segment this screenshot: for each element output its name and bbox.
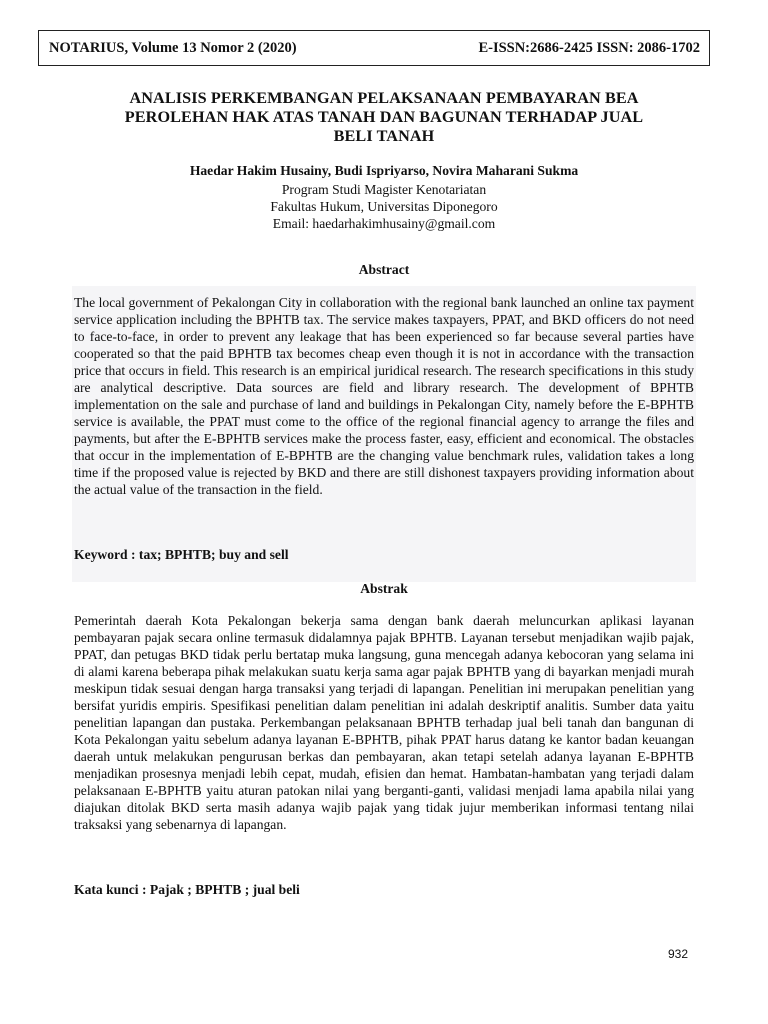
affiliation-faculty: Fakultas Hukum, Universitas Diponegoro (270, 199, 498, 214)
journal-title: NOTARIUS, Volume 13 Nomor 2 (2020) (49, 39, 297, 56)
author-email: Email: haedarhakimhusainy@gmail.com (272, 216, 496, 231)
abstract-text: The local government of Pekalongan City in collaboration with the regional bank launched an online tax payment service application including the BPHTB tax. The service makes taxpayers, PPAT, and BKD officers do not need to face-to-face, in order to prevent any leakage that has been experienced so far because several parties have cooperated so that the paid BPHTB tax becomes cheap even though it is not in accordance with the transaction price that occurs in field. This research is an empirical juridical research. The research specifications in this study are analytical descriptive. Data sources are field and library research. The development of BPHTB implementation on the sale and purchase of land and buildings in Pekalongan City, namely before the E-BPHTB service is available, the PPAT must come to the office of the regional financial agency to arrange the files and payments, but after the E-BPHTB services make the process faster, easy, efficient and economical. The obstacles that occur in the implementation of E-BPHTB are the changing value benchmark rules, validation takes a long time if the proposed value is rejected by BKD and there are still dishonest taxpayers providing information about the actual value of the transaction in the field. (74, 295, 694, 497)
abstrak-text: Pemerintah daerah Kota Pekalongan bekerja sama dengan bank daerah meluncurkan aplikasi layanan pembayaran pajak secara online termasuk didalamnya pajak BPHTB. Layanan tersebut menjadikan wajib pajak, PPAT, dan petugas BKD tidak perlu bertatap muka langsung, guna mencegah adanya kebocoran yang selama ini di alami karena beberapa pihak melakukan suatu kerja sama agar pajak BPHTB yang di bayarkan menjadi murah meskipun tidak sesuai dengan harga transaksi yang terjadi di lapangan. Penelitian ini merupakan penelitian yang bersifat yuridis empiris. Spesifikasi penelitian dalam penelitian ini adalah deskriptif analitis. Sumber data yaitu penelitian lapangan dan pustaka. Perkembangan pelaksanaan BPHTB terhadap jual beli tanah dan bangunan di Kota Pekalongan yaitu sebelum adanya layanan E-BPHTB, pihak PPAT harus datang ke kantor badan keuangan daerah untuk melakukan pengurusan berkas dan pembayaran, akan tetapi setelah adanya layanan E-BPHTB menjadikan prosesnya menjadi lebih cepat, mudah, efisien dan hemat. Hambatan-hambatan yang terjadi dalam pelaksanaan E-BPHTB yaitu aturan patokan nilai yang berganti-ganti, validasi menjadi lama apabila nilai yang diajukan ditolak BKD serta masih adanya wajib pajak yang tidak jujur memberikan informasi tentang nilai traksaksi yang sebenarnya di lapangan. (74, 613, 694, 832)
issn: E-ISSN:2686-2425 ISSN: 2086-1702 (478, 39, 700, 56)
abstract-heading: Abstract (358, 262, 410, 277)
abstrak-heading: Abstrak (360, 581, 408, 596)
journal-header (38, 30, 710, 66)
affiliation (74, 181, 694, 232)
abstrak-keywords: Kata kunci : Pajak ; BPHTB ; jual beli (74, 882, 300, 897)
authors: Haedar Hakim Husainy, Budi Ispriyarso, Novira Maharani Sukma (189, 163, 579, 178)
title-line-2: PEROLEHAN HAK ATAS TANAH DAN BAGUNAN TERHADAP JUAL (124, 108, 644, 126)
affiliation-program: Program Studi Magister Kenotariatan (281, 182, 487, 197)
title-line-1: ANALISIS PERKEMBANGAN PELAKSANAAN PEMBAYARAN BEA (129, 89, 639, 107)
paper-title (74, 89, 694, 146)
title-line-3: BELI TANAH (333, 127, 435, 145)
abstract-keywords: Keyword : tax; BPHTB; buy and sell (74, 547, 289, 562)
page-number: 932 (668, 947, 689, 961)
